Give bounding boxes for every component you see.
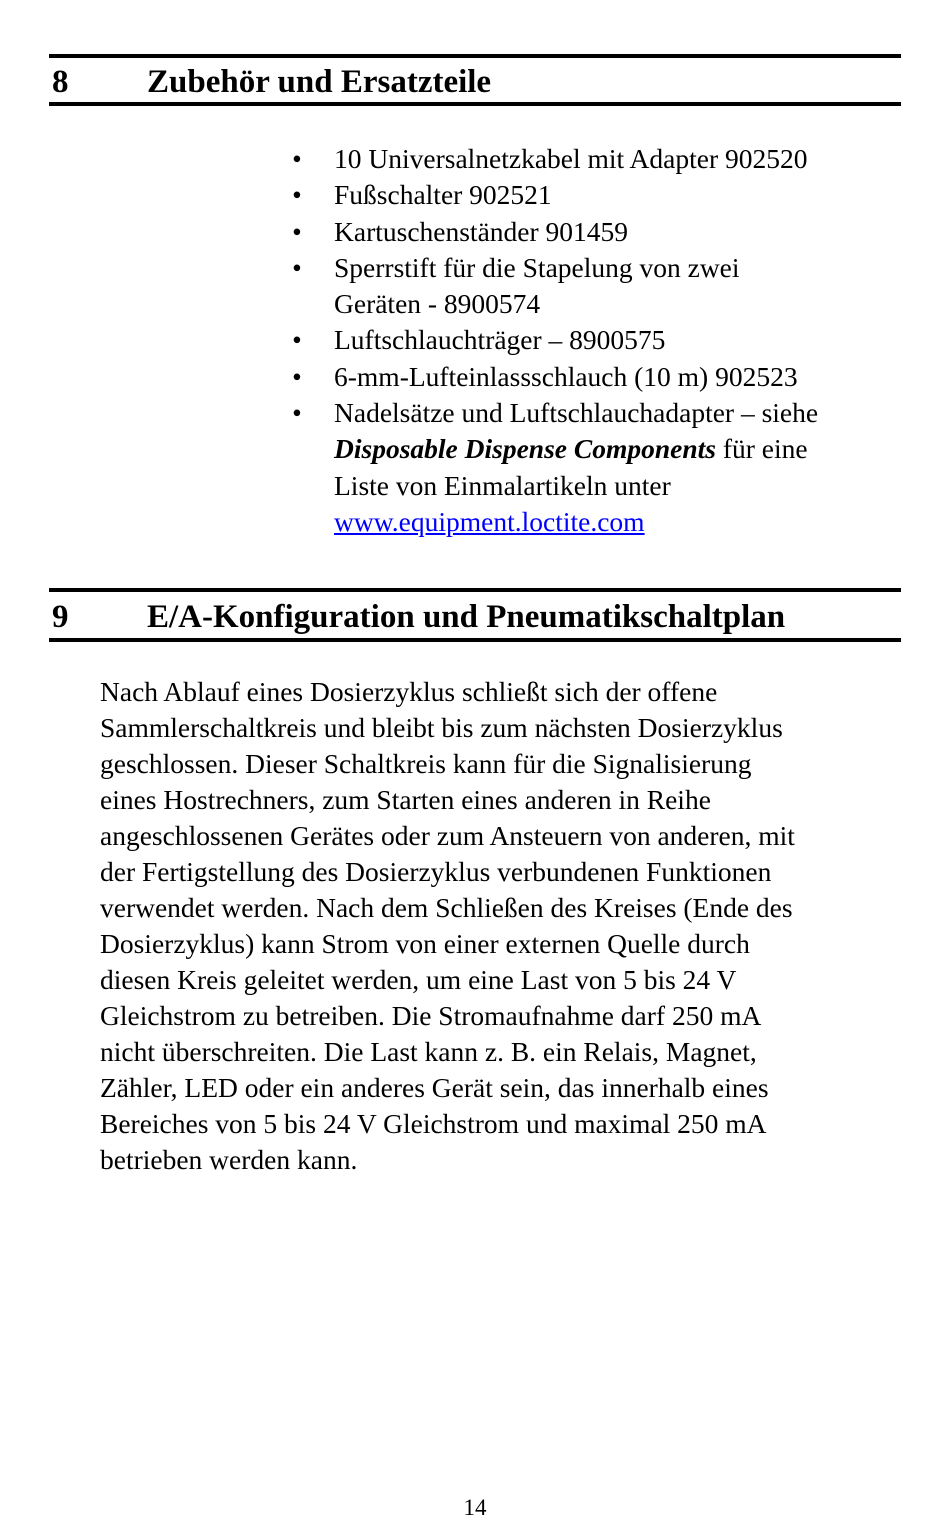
bullet-icon: • <box>292 143 302 174</box>
bullet-icon: • <box>292 251 302 283</box>
list-item-text: Sperrstift für die Stapelung von zwei <box>334 251 740 283</box>
list-item <box>287 177 907 213</box>
list-item-text: 10 Universalnetzkabel mit Adapter 902520 <box>334 143 808 174</box>
list-item <box>287 322 907 358</box>
list-item <box>287 214 907 250</box>
list-item-text: Luftschlauchträger – 8900575 <box>334 324 666 356</box>
list-item-text: Geräten - 8900574 <box>334 288 541 320</box>
section-8-title: Zubehör und Ersatzteile <box>147 64 492 100</box>
section-8-number: 8 <box>52 64 69 100</box>
list-item-text: Fußschalter 902521 <box>334 179 552 211</box>
section-9-title: E/A-Konfiguration und Pneumatikschaltplan <box>147 599 786 635</box>
bullet-icon: • <box>292 215 302 247</box>
section-9-header <box>49 588 901 642</box>
bullet-icon: • <box>292 360 302 392</box>
bullet-icon: • <box>292 397 302 429</box>
bullet-icon: • <box>292 324 302 356</box>
list-item-text: Nadelsätze und Luftschlauchadapter – siehe <box>334 397 819 429</box>
website-link[interactable]: www.equipment.loctite.com <box>334 505 645 537</box>
list-item-text: für eine <box>715 433 808 465</box>
list-item <box>287 250 907 323</box>
section-8-header <box>49 54 901 106</box>
list-item-text: Kartuschenständer 901459 <box>334 215 629 247</box>
list-item-text: Liste von Einmalartikeln unter <box>334 469 671 501</box>
section-9-number: 9 <box>52 599 69 635</box>
emphasized-title: Disposable Dispense Components <box>334 433 716 465</box>
list-item <box>287 395 907 540</box>
list-item <box>287 141 907 177</box>
section-9-paragraph: Nach Ablauf eines Dosierzyklus schließt sich der offene Sammlerschaltkreis und bleibt bis zum nächsten Dosierzyklus geschlossen. Dieser Schaltkreis kann für die Signalisierung eines Hostrechners, zum Starten eines anderen in Reihe angeschlossenen Gerätes oder zum Ansteuern von anderen, mit der Fertigstellung des Dosierzyklus verbundenen Funktionen verwendet werden. Nach dem Schließen des Kreises (Ende des Dosierzyklus) kann Strom von einer externen Quelle durch diesen Kreis geleitet werden, um eine Last von 5 bis 24 V Gleichstrom zu betreiben. Die Stromaufnahme darf 250 mA nicht überschreiten. Die Last kann z. B. ein Relais, Magnet, Zähler, LED oder ein anderes Gerät sein, das innerhalb eines Bereiches von 5 bis 24 V Gleichstrom und maximal 250 mA betrieben werden kann. <box>100 676 795 1175</box>
bullet-icon: • <box>292 179 302 211</box>
list-item-text: 6-mm-Lufteinlassschlauch (10 m) 902523 <box>334 360 798 392</box>
accessories-list <box>287 141 907 540</box>
page-number: 14 <box>463 1495 487 1520</box>
list-item <box>287 359 907 395</box>
